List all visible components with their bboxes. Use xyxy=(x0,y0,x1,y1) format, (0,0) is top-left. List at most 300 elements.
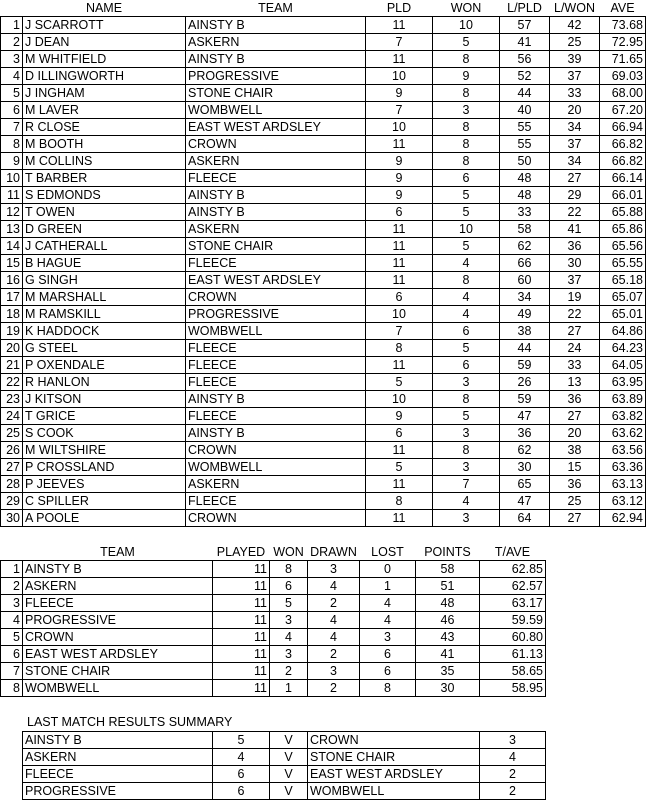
team-name-cell: STONE CHAIR xyxy=(23,663,213,680)
lpld-cell: 58 xyxy=(500,221,550,238)
team-drawn-cell: 4 xyxy=(308,629,360,646)
team-points-cell: 48 xyxy=(416,595,480,612)
team-played-cell: 11 xyxy=(213,646,270,663)
header-points: POINTS xyxy=(424,545,471,559)
lpld-cell: 49 xyxy=(500,306,550,323)
lwon-cell: 27 xyxy=(550,323,600,340)
won-cell: 3 xyxy=(433,425,500,442)
lpld-cell: 62 xyxy=(500,442,550,459)
lwon-cell: 37 xyxy=(550,136,600,153)
pld-cell: 9 xyxy=(366,153,433,170)
player-row xyxy=(1,51,646,68)
player-row xyxy=(1,153,646,170)
lwon-cell: 27 xyxy=(550,170,600,187)
home-score-cell: 6 xyxy=(213,783,270,800)
won-cell: 8 xyxy=(433,153,500,170)
pld-cell: 9 xyxy=(366,85,433,102)
pld-cell: 11 xyxy=(366,255,433,272)
away-score-cell: 4 xyxy=(480,749,546,766)
header-played: PLAYED xyxy=(216,545,266,559)
lwon-cell: 33 xyxy=(550,85,600,102)
won-cell: 5 xyxy=(433,340,500,357)
player-team-cell: CROWN xyxy=(186,510,366,527)
team-name-cell: EAST WEST ARDSLEY xyxy=(23,646,213,663)
lpld-cell: 41 xyxy=(500,34,550,51)
player-name-cell: B HAGUE xyxy=(23,255,186,272)
rank-cell: 24 xyxy=(1,408,23,425)
ave-cell: 69.03 xyxy=(600,68,646,85)
team-points-cell: 35 xyxy=(416,663,480,680)
player-name-cell: S EDMONDS xyxy=(23,187,186,204)
home-score-cell: 6 xyxy=(213,766,270,783)
won-cell: 3 xyxy=(433,102,500,119)
ave-cell: 63.62 xyxy=(600,425,646,442)
won-cell: 5 xyxy=(433,204,500,221)
player-name-cell: M MARSHALL xyxy=(23,289,186,306)
team-row xyxy=(1,663,546,680)
player-name-cell: M WHITFIELD xyxy=(23,51,186,68)
lwon-cell: 30 xyxy=(550,255,600,272)
player-team-cell: FLEECE xyxy=(186,374,366,391)
lwon-cell: 20 xyxy=(550,102,600,119)
team-row xyxy=(1,629,546,646)
team-played-cell: 11 xyxy=(213,680,270,697)
rank-cell: 30 xyxy=(1,510,23,527)
won-cell: 8 xyxy=(433,272,500,289)
team-drawn-cell: 4 xyxy=(308,578,360,595)
rank-cell: 11 xyxy=(1,187,23,204)
lwon-cell: 36 xyxy=(550,391,600,408)
team-won-cell: 5 xyxy=(270,595,308,612)
player-name-cell: G SINGH xyxy=(23,272,186,289)
team-played-cell: 11 xyxy=(213,578,270,595)
player-row xyxy=(1,340,646,357)
pld-cell: 11 xyxy=(366,476,433,493)
player-team-cell: PROGRESSIVE xyxy=(186,306,366,323)
lpld-cell: 66 xyxy=(500,255,550,272)
ave-cell: 65.86 xyxy=(600,221,646,238)
player-row xyxy=(1,374,646,391)
team-won-cell: 8 xyxy=(270,561,308,578)
player-name-cell: G STEEL xyxy=(23,340,186,357)
ave-cell: 66.82 xyxy=(600,153,646,170)
team-won-cell: 3 xyxy=(270,646,308,663)
rank-cell: 7 xyxy=(1,119,23,136)
team-won-cell: 1 xyxy=(270,680,308,697)
player-name-cell: P CROSSLAND xyxy=(23,459,186,476)
player-row xyxy=(1,187,646,204)
result-row xyxy=(23,783,546,800)
pld-cell: 11 xyxy=(366,238,433,255)
away-team-cell: EAST WEST ARDSLEY xyxy=(308,766,480,783)
player-name-cell: C SPILLER xyxy=(23,493,186,510)
player-team-cell: FLEECE xyxy=(186,170,366,187)
rank-cell: 8 xyxy=(1,136,23,153)
team-points-cell: 30 xyxy=(416,680,480,697)
home-score-cell: 4 xyxy=(213,749,270,766)
team-name-cell: FLEECE xyxy=(23,595,213,612)
player-name-cell: D ILLINGWORTH xyxy=(23,68,186,85)
ave-cell: 65.18 xyxy=(600,272,646,289)
lwon-cell: 36 xyxy=(550,476,600,493)
away-team-cell: CROWN xyxy=(308,732,480,749)
team-lost-cell: 3 xyxy=(360,629,416,646)
player-row xyxy=(1,476,646,493)
team-points-cell: 51 xyxy=(416,578,480,595)
team-drawn-cell: 2 xyxy=(308,646,360,663)
team-lost-cell: 1 xyxy=(360,578,416,595)
pld-cell: 7 xyxy=(366,102,433,119)
pld-cell: 11 xyxy=(366,510,433,527)
player-row xyxy=(1,425,646,442)
lpld-cell: 57 xyxy=(500,17,550,34)
versus-cell: V xyxy=(270,732,308,749)
versus-cell: V xyxy=(270,783,308,800)
player-name-cell: D GREEN xyxy=(23,221,186,238)
player-name-cell: R CLOSE xyxy=(23,119,186,136)
player-team-cell: FLEECE xyxy=(186,408,366,425)
rank-cell: 13 xyxy=(1,221,23,238)
team-played-cell: 11 xyxy=(213,595,270,612)
pld-cell: 5 xyxy=(366,374,433,391)
lwon-cell: 42 xyxy=(550,17,600,34)
team-rank-cell: 7 xyxy=(1,663,23,680)
pld-cell: 10 xyxy=(366,391,433,408)
team-header-row xyxy=(1,544,546,561)
lpld-cell: 52 xyxy=(500,68,550,85)
result-row xyxy=(23,732,546,749)
lpld-cell: 64 xyxy=(500,510,550,527)
lpld-cell: 48 xyxy=(500,170,550,187)
rank-cell: 6 xyxy=(1,102,23,119)
ave-cell: 66.01 xyxy=(600,187,646,204)
ave-cell: 63.13 xyxy=(600,476,646,493)
player-name-cell: M LAVER xyxy=(23,102,186,119)
lpld-cell: 60 xyxy=(500,272,550,289)
player-row xyxy=(1,289,646,306)
lpld-cell: 59 xyxy=(500,391,550,408)
player-name-cell: R HANLON xyxy=(23,374,186,391)
lpld-cell: 65 xyxy=(500,476,550,493)
won-cell: 6 xyxy=(433,323,500,340)
team-row xyxy=(1,595,546,612)
ave-cell: 66.94 xyxy=(600,119,646,136)
player-team-cell: WOMBWELL xyxy=(186,323,366,340)
rank-cell: 23 xyxy=(1,391,23,408)
player-team-cell: PROGRESSIVE xyxy=(186,68,366,85)
lpld-cell: 34 xyxy=(500,289,550,306)
player-team-cell: FLEECE xyxy=(186,255,366,272)
player-name-cell: M WILTSHIRE xyxy=(23,442,186,459)
lpld-cell: 48 xyxy=(500,187,550,204)
team-rank-cell: 6 xyxy=(1,646,23,663)
player-name-cell: T OWEN xyxy=(23,204,186,221)
player-team-cell: FLEECE xyxy=(186,493,366,510)
team-points-cell: 58 xyxy=(416,561,480,578)
player-team-cell: AINSTY B xyxy=(186,187,366,204)
rank-cell: 2 xyxy=(1,34,23,51)
player-row xyxy=(1,221,646,238)
player-team-cell: ASKERN xyxy=(186,153,366,170)
team-rank-cell: 4 xyxy=(1,612,23,629)
pld-cell: 7 xyxy=(366,323,433,340)
lwon-cell: 27 xyxy=(550,510,600,527)
won-cell: 6 xyxy=(433,357,500,374)
player-team-cell: AINSTY B xyxy=(186,17,366,34)
lwon-cell: 24 xyxy=(550,340,600,357)
pld-cell: 9 xyxy=(366,408,433,425)
team-points-cell: 41 xyxy=(416,646,480,663)
header-team-name: TEAM xyxy=(100,545,135,559)
header-team-won: WON xyxy=(273,545,304,559)
versus-cell: V xyxy=(270,766,308,783)
player-name-cell: M COLLINS xyxy=(23,153,186,170)
team-played-cell: 11 xyxy=(213,629,270,646)
lwon-cell: 22 xyxy=(550,306,600,323)
lwon-cell: 37 xyxy=(550,68,600,85)
lpld-cell: 33 xyxy=(500,204,550,221)
lwon-cell: 41 xyxy=(550,221,600,238)
team-name-cell: CROWN xyxy=(23,629,213,646)
player-row xyxy=(1,357,646,374)
player-row xyxy=(1,493,646,510)
lwon-cell: 19 xyxy=(550,289,600,306)
player-team-cell: ASKERN xyxy=(186,34,366,51)
won-cell: 4 xyxy=(433,289,500,306)
player-team-cell: FLEECE xyxy=(186,357,366,374)
team-won-cell: 2 xyxy=(270,663,308,680)
player-row xyxy=(1,442,646,459)
team-rank-cell: 2 xyxy=(1,578,23,595)
header-lpld: L/PLD xyxy=(507,1,542,15)
lwon-cell: 25 xyxy=(550,493,600,510)
lwon-cell: 27 xyxy=(550,408,600,425)
player-name-cell: K HADDOCK xyxy=(23,323,186,340)
pld-cell: 11 xyxy=(366,17,433,34)
won-cell: 7 xyxy=(433,476,500,493)
rank-cell: 19 xyxy=(1,323,23,340)
lwon-cell: 34 xyxy=(550,119,600,136)
away-team-cell: WOMBWELL xyxy=(308,783,480,800)
player-team-cell: STONE CHAIR xyxy=(186,85,366,102)
player-team-cell: EAST WEST ARDSLEY xyxy=(186,272,366,289)
rank-cell: 15 xyxy=(1,255,23,272)
pld-cell: 7 xyxy=(366,34,433,51)
lwon-cell: 13 xyxy=(550,374,600,391)
ave-cell: 68.00 xyxy=(600,85,646,102)
ave-cell: 64.23 xyxy=(600,340,646,357)
team-name-cell: ASKERN xyxy=(23,578,213,595)
lwon-cell: 39 xyxy=(550,51,600,68)
team-tave-cell: 62.57 xyxy=(480,578,546,595)
player-name-cell: T BARBER xyxy=(23,170,186,187)
pld-cell: 8 xyxy=(366,493,433,510)
player-row xyxy=(1,255,646,272)
pld-cell: 10 xyxy=(366,306,433,323)
player-name-cell: J CATHERALL xyxy=(23,238,186,255)
ave-cell: 63.95 xyxy=(600,374,646,391)
home-team-cell: PROGRESSIVE xyxy=(23,783,213,800)
rank-cell: 5 xyxy=(1,85,23,102)
player-team-cell: ASKERN xyxy=(186,476,366,493)
result-row xyxy=(23,766,546,783)
pld-cell: 10 xyxy=(366,119,433,136)
won-cell: 4 xyxy=(433,306,500,323)
ave-cell: 63.36 xyxy=(600,459,646,476)
team-row xyxy=(1,646,546,663)
ave-cell: 65.07 xyxy=(600,289,646,306)
team-row xyxy=(1,612,546,629)
rank-cell: 1 xyxy=(1,17,23,34)
ave-cell: 65.56 xyxy=(600,238,646,255)
team-drawn-cell: 4 xyxy=(308,612,360,629)
rank-cell: 22 xyxy=(1,374,23,391)
player-name-cell: A POOLE xyxy=(23,510,186,527)
won-cell: 5 xyxy=(433,238,500,255)
lwon-cell: 20 xyxy=(550,425,600,442)
team-drawn-cell: 3 xyxy=(308,561,360,578)
team-won-cell: 4 xyxy=(270,629,308,646)
lpld-cell: 38 xyxy=(500,323,550,340)
header-ave: AVE xyxy=(610,1,635,15)
won-cell: 5 xyxy=(433,34,500,51)
team-points-cell: 46 xyxy=(416,612,480,629)
header-lost: LOST xyxy=(371,545,404,559)
won-cell: 3 xyxy=(433,510,500,527)
player-team-cell: CROWN xyxy=(186,136,366,153)
player-name-cell: M BOOTH xyxy=(23,136,186,153)
rank-cell: 14 xyxy=(1,238,23,255)
lpld-cell: 47 xyxy=(500,408,550,425)
pld-cell: 11 xyxy=(366,136,433,153)
player-name-cell: J SCARROTT xyxy=(23,17,186,34)
lpld-cell: 36 xyxy=(500,425,550,442)
pld-cell: 11 xyxy=(366,357,433,374)
player-name-cell: M RAMSKILL xyxy=(23,306,186,323)
won-cell: 8 xyxy=(433,391,500,408)
player-header-row xyxy=(1,0,646,17)
ave-cell: 64.05 xyxy=(600,357,646,374)
player-team-cell: AINSTY B xyxy=(186,425,366,442)
team-standings-table xyxy=(0,544,546,697)
won-cell: 3 xyxy=(433,374,500,391)
team-won-cell: 3 xyxy=(270,612,308,629)
player-team-cell: WOMBWELL xyxy=(186,459,366,476)
team-row xyxy=(1,578,546,595)
team-lost-cell: 4 xyxy=(360,595,416,612)
player-row xyxy=(1,391,646,408)
won-cell: 8 xyxy=(433,85,500,102)
rank-cell: 26 xyxy=(1,442,23,459)
results-summary-title: LAST MATCH RESULTS SUMMARY xyxy=(27,715,233,729)
team-tave-cell: 62.85 xyxy=(480,561,546,578)
team-played-cell: 11 xyxy=(213,663,270,680)
ave-cell: 64.86 xyxy=(600,323,646,340)
player-row xyxy=(1,170,646,187)
lwon-cell: 37 xyxy=(550,272,600,289)
rank-cell: 21 xyxy=(1,357,23,374)
player-row xyxy=(1,238,646,255)
pld-cell: 6 xyxy=(366,204,433,221)
player-team-cell: CROWN xyxy=(186,442,366,459)
won-cell: 8 xyxy=(433,51,500,68)
player-row xyxy=(1,408,646,425)
won-cell: 10 xyxy=(433,221,500,238)
ave-cell: 66.82 xyxy=(600,136,646,153)
pld-cell: 11 xyxy=(366,51,433,68)
won-cell: 6 xyxy=(433,170,500,187)
lpld-cell: 26 xyxy=(500,374,550,391)
results-summary-table xyxy=(22,731,546,800)
rank-cell: 3 xyxy=(1,51,23,68)
team-rank-cell: 8 xyxy=(1,680,23,697)
player-name-cell: J KITSON xyxy=(23,391,186,408)
team-lost-cell: 0 xyxy=(360,561,416,578)
player-row xyxy=(1,102,646,119)
player-name-cell: S COOK xyxy=(23,425,186,442)
lpld-cell: 59 xyxy=(500,357,550,374)
player-team-cell: STONE CHAIR xyxy=(186,238,366,255)
pld-cell: 9 xyxy=(366,187,433,204)
won-cell: 5 xyxy=(433,408,500,425)
rank-cell: 10 xyxy=(1,170,23,187)
team-name-cell: AINSTY B xyxy=(23,561,213,578)
pld-cell: 11 xyxy=(366,221,433,238)
rank-cell: 17 xyxy=(1,289,23,306)
ave-cell: 65.55 xyxy=(600,255,646,272)
won-cell: 8 xyxy=(433,136,500,153)
away-team-cell: STONE CHAIR xyxy=(308,749,480,766)
lwon-cell: 25 xyxy=(550,34,600,51)
player-row xyxy=(1,459,646,476)
team-points-cell: 43 xyxy=(416,629,480,646)
away-score-cell: 2 xyxy=(480,766,546,783)
player-team-cell: WOMBWELL xyxy=(186,102,366,119)
player-row xyxy=(1,323,646,340)
versus-cell: V xyxy=(270,749,308,766)
team-tave-cell: 58.95 xyxy=(480,680,546,697)
player-row xyxy=(1,272,646,289)
lpld-cell: 55 xyxy=(500,119,550,136)
won-cell: 8 xyxy=(433,119,500,136)
rank-cell: 27 xyxy=(1,459,23,476)
team-drawn-cell: 3 xyxy=(308,663,360,680)
header-name: NAME xyxy=(85,1,123,15)
header-lwon: L/WON xyxy=(554,1,595,15)
header-drawn: DRAWN xyxy=(310,545,357,559)
team-name-cell: PROGRESSIVE xyxy=(23,612,213,629)
pld-cell: 8 xyxy=(366,340,433,357)
ave-cell: 63.89 xyxy=(600,391,646,408)
team-lost-cell: 8 xyxy=(360,680,416,697)
away-score-cell: 2 xyxy=(480,783,546,800)
ave-cell: 73.68 xyxy=(600,17,646,34)
lwon-cell: 15 xyxy=(550,459,600,476)
lpld-cell: 44 xyxy=(500,340,550,357)
lwon-cell: 36 xyxy=(550,238,600,255)
pld-cell: 11 xyxy=(366,272,433,289)
player-team-cell: AINSTY B xyxy=(186,391,366,408)
header-won: WON xyxy=(450,1,482,15)
team-tave-cell: 59.59 xyxy=(480,612,546,629)
player-name-cell: J INGHAM xyxy=(23,85,186,102)
rank-cell: 25 xyxy=(1,425,23,442)
home-score-cell: 5 xyxy=(213,732,270,749)
team-rank-cell: 5 xyxy=(1,629,23,646)
player-row xyxy=(1,510,646,527)
header-team: TEAM xyxy=(258,1,293,15)
player-name-cell: P OXENDALE xyxy=(23,357,186,374)
